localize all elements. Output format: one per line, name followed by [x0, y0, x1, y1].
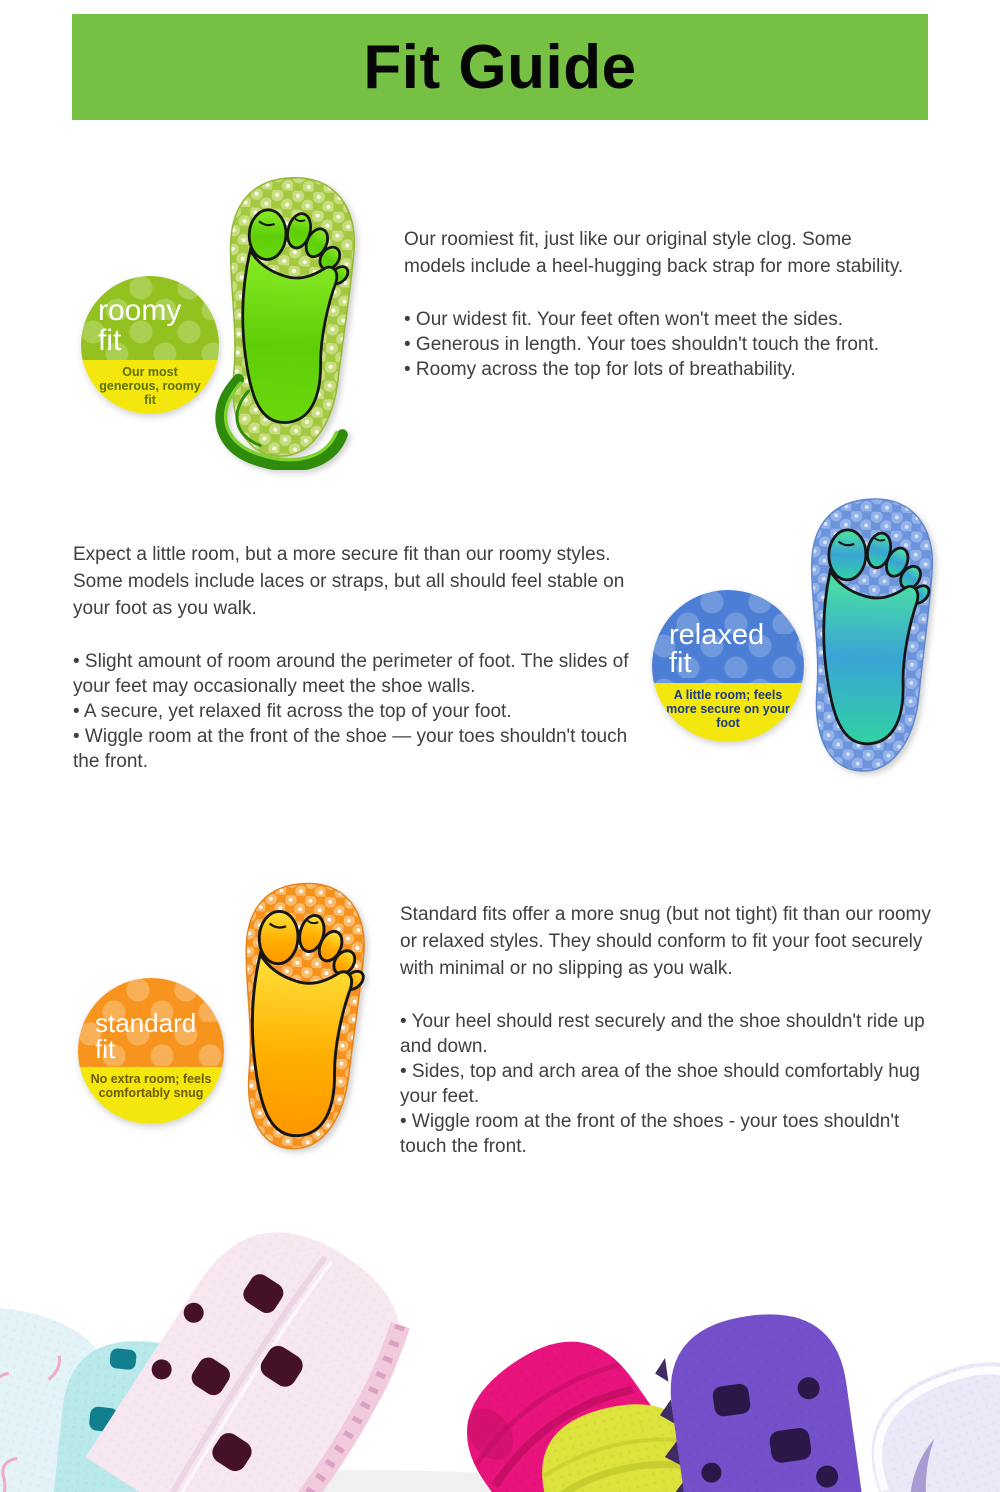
- roomy-badge-subtext: Our most generous, roomy fit: [99, 365, 201, 408]
- roomy-fit-badge: [81, 276, 219, 414]
- standard-fit-badge: [78, 978, 224, 1124]
- standard-badge-title: standard fit: [95, 1008, 197, 1064]
- standard-badge-subtext: No extra room; feels comfortably snug: [90, 1072, 212, 1101]
- bullet: • Our widest fit. Your feet often won't meet the sides.: [404, 309, 844, 330]
- standard-badge-bottom: [78, 1067, 224, 1124]
- relaxed-bullets: [73, 649, 639, 774]
- relaxed-badge-title: relaxed fit: [669, 618, 765, 680]
- clogs-photo-strip: [0, 1212, 1000, 1492]
- bullet: • Slight amount of room around the perimeter of foot. The slides of your feet may occasionally meet the shoe walls.: [73, 651, 629, 697]
- roomy-badge-bottom: [81, 360, 219, 414]
- standard-fit-illustration: [70, 870, 372, 1168]
- bullet: • A secure, yet relaxed fit across the top of your foot.: [73, 701, 512, 722]
- relaxed-fit-illustration: [648, 486, 950, 792]
- lavender-clog: [848, 1338, 1000, 1492]
- roomy-foot-icon: [203, 170, 371, 470]
- standard-fit-copy: [400, 901, 948, 1159]
- roomy-badge-title: roomy fit: [98, 294, 182, 357]
- bullet: • Roomy across the top for lots of breathability.: [404, 359, 796, 380]
- bullet: • Sides, top and arch area of the shoe should comfortably hug your feet.: [400, 1061, 920, 1107]
- bullet: • Wiggle room at the front of the shoes - your toes shouldn't touch the front.: [400, 1111, 900, 1157]
- roomy-description: Our roomiest fit, just like our original style clog. Some models include a heel-hugging back strap for more stability.: [404, 229, 904, 277]
- page-title: Fit Guide: [363, 32, 637, 102]
- relaxed-fit-copy: [73, 541, 639, 774]
- clogs-photo: [0, 1212, 1000, 1492]
- standard-bullets: [400, 1009, 948, 1159]
- relaxed-description: Expect a little room, but a more secure fit than our roomy styles. Some models include laces or straps, but all should feel stable on your foot as you walk.: [73, 544, 625, 619]
- roomy-badge-top: [81, 276, 219, 360]
- bullet: • Wiggle room at the front of the shoe — your toes shouldn't touch the front.: [73, 726, 628, 772]
- roomy-bullets: [404, 307, 916, 382]
- bullet: • Generous in length. Your toes shouldn't touch the front.: [404, 334, 880, 355]
- relaxed-badge-top: [652, 590, 804, 683]
- standard-foot-icon: [220, 872, 380, 1166]
- standard-description: Standard fits offer a more snug (but not tight) fit than our roomy or relaxed styles. They should conform to fit your foot securely with minimal or no slipping as you walk.: [400, 904, 931, 979]
- roomy-fit-copy: [404, 226, 916, 382]
- relaxed-badge-subtext: A little room; feels more secure on your foot: [666, 687, 790, 730]
- standard-badge-top: [78, 978, 224, 1067]
- header-banner: [72, 14, 928, 120]
- purple-clog: [647, 1304, 870, 1492]
- relaxed-fit-badge: [652, 590, 804, 742]
- relaxed-badge-bottom: [652, 683, 804, 742]
- relaxed-foot-icon: [786, 486, 950, 790]
- roomy-fit-illustration: [75, 170, 387, 472]
- bullet: • Your heel should rest securely and the shoe shouldn't ride up and down.: [400, 1011, 925, 1057]
